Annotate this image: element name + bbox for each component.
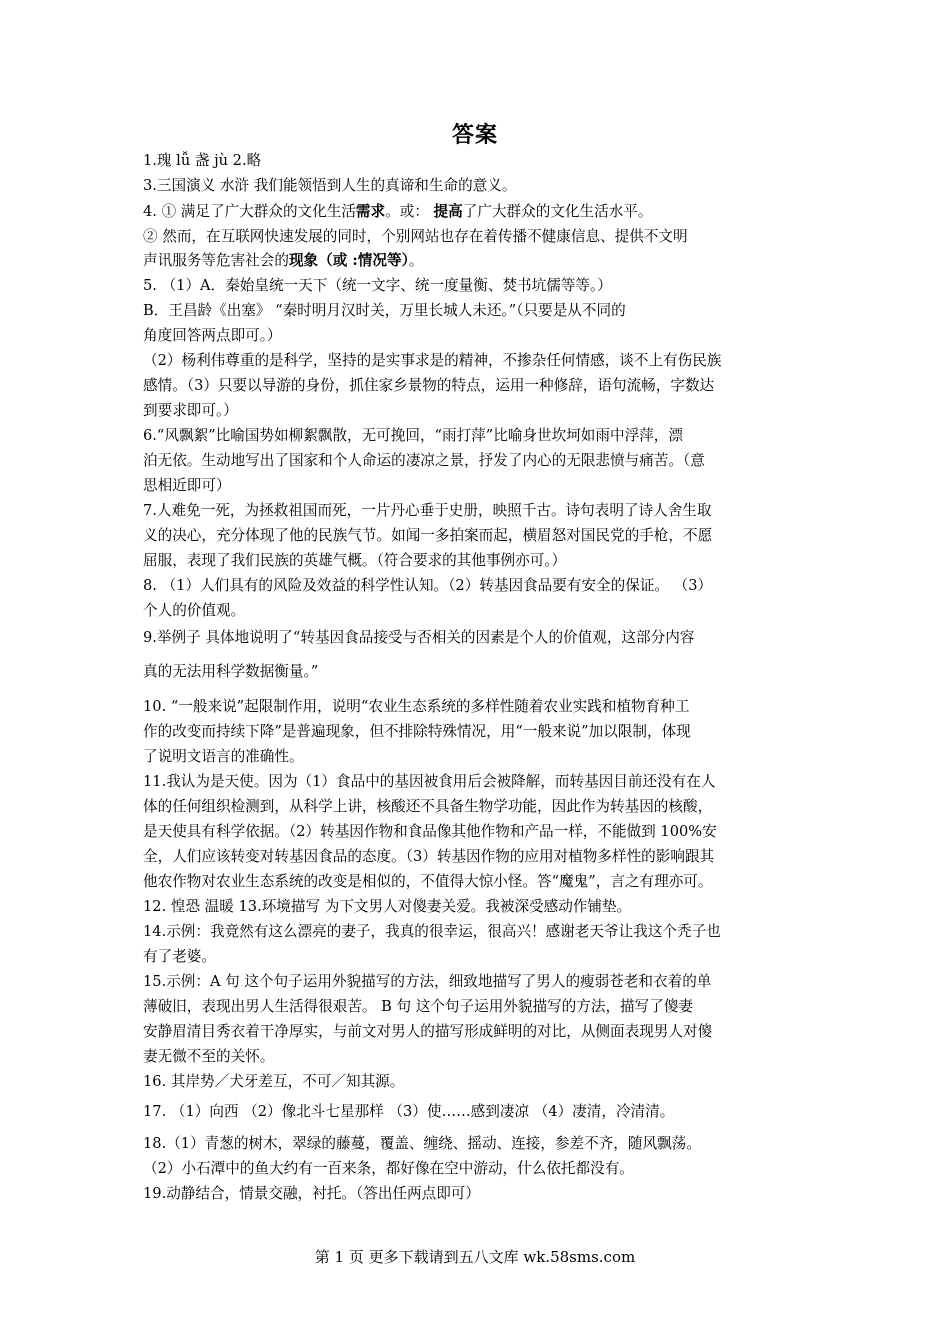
answer-line: 屈服，表现了我们民族的英雄气概。（符合要求的其他事例亦可。） xyxy=(143,552,567,569)
page-title: 答案 xyxy=(451,122,498,148)
answer-line: 17. （1）向西 （2）像北斗七星那样 （3）使……感到凄凉 （4）凄清，冷清清。 xyxy=(143,1103,675,1120)
answer-line: 了说明文语言的准确性。 xyxy=(143,748,304,765)
answer-line: 声讯服务等危害社会的现象（或 :情况等）。 xyxy=(143,252,424,269)
answer-line: 他农作物对农业生态系统的改变是相似的，不值得大惊小怪。答“魔鬼”，言之有理亦可。 xyxy=(143,873,713,890)
answer-line: B．王昌龄《出塞》 “秦时明月汉时关，万里长城人未还。”（只要是从不同的 xyxy=(143,302,626,319)
answer-line: 7.人难免一死，为拯救祖国而死，一片丹心垂于史册，映照千古。诗句表明了诗人舍生取 xyxy=(143,502,712,519)
answer-line: 泊无依。生动地写出了国家和个人命运的凄凉之景，抒发了内心的无限悲愤与痛苦。（意 xyxy=(143,452,705,469)
answer-line: 11.我认为是天使。因为（1）食品中的基因被食用后会被降解，而转基因目前还没有在人 xyxy=(143,773,716,790)
page-footer: 第 1 页 更多下载请到五八文库 wk.58sms.com xyxy=(314,1248,636,1266)
answer-line: 到要求即可。） xyxy=(143,402,238,419)
answer-line: 思相近即可） xyxy=(143,477,231,494)
answer-line: 14.示例：我竟然有这么漂亮的妻子，我真的很幸运，很高兴！感谢老天爷让我这个秃子也 xyxy=(143,923,721,940)
answer-line: 5. （1）A．秦始皇统一天下（统一文字、统一度量衡、焚书坑儒等等。） xyxy=(143,277,612,294)
answer-line: ② 然而，在互联网快速发展的同时，个别网站也存在着传播不健康信息、提供不文明 xyxy=(143,228,688,245)
answer-line: 4. ① 满足了广大群众的文化生活需求。或： 提高了广大群众的文化生活水平。 xyxy=(143,203,653,220)
answer-line: 个人的价值观。 xyxy=(143,602,246,619)
answer-line: 15.示例：A 句 这个句子运用外貌描写的方法，细致地描写了男人的瘦弱苍老和衣着的单 xyxy=(143,973,712,990)
answer-line: 18.（1）青葱的树木，翠绿的藤蔓，覆盖、缠绕、摇动、连接，参差不齐，随风飘荡。 xyxy=(143,1135,701,1152)
answer-line: 19.动静结合，情景交融，衬托。（答出任两点即可） xyxy=(143,1185,480,1202)
answer-line: 安静眉清目秀衣着干净厚实，与前文对男人的描写形成鲜明的对比，从侧面表现男人对傻 xyxy=(143,1023,713,1040)
answer-line: 感情。（3）只要以导游的身份，抓住家乡景物的特点，运用一种修辞，语句流畅，字数达 xyxy=(143,377,715,394)
answer-line: 9.举例子 具体地说明了“转基因食品接受与否相关的因素是个人的价值观，这部分内容 xyxy=(143,629,695,646)
answer-line: 6.“风飘絮”比喻国势如柳絮飘散，无可挽回，“雨打萍”比喻身世坎坷如雨中浮萍，漂 xyxy=(143,427,683,444)
answer-line: 1.瑰 lǚ 盏 jù 2.略 xyxy=(143,152,262,169)
answer-line: 16. 其岸势／犬牙差互，不可／知其源。 xyxy=(143,1073,405,1090)
answer-line: 作的改变而持续下降”是普遍现象，但不排除特殊情况，用“一般来说”加以限制，体现 xyxy=(143,723,691,740)
answer-line: 体的任何组织检测到，从科学上讲，核酸还不具备生物学功能，因此作为转基因的核酸， xyxy=(143,798,713,815)
answer-line: 妻无微不至的关怀。 xyxy=(143,1048,275,1065)
answer-line: 10. “一般来说”起限制作用，说明“农业生态系统的多样性随着农业实践和植物育种工 xyxy=(143,698,690,715)
answer-line: （2）小石潭中的鱼大约有一百来条，都好像在空中游动，什么依托都没有。 xyxy=(143,1160,634,1177)
answer-line: 是天使具有科学依据。（2）转基因作物和食品像其他作物和产品一样，不能做到 100%安 xyxy=(143,823,717,840)
answer-line: 有了老婆。 xyxy=(143,948,216,965)
answer-line: 义的决心，充分体现了他的民族气节。如闻一多拍案而起，横眉怒对国民党的手枪，不愿 xyxy=(143,527,713,544)
answer-line: 12. 惶恐 温暖 13.环境描写 为下文男人对傻妻关爱。我被深受感动作铺垫。 xyxy=(143,898,632,915)
answer-line: 全，人们应该转变对转基因食品的态度。（3）转基因作物的应用对植物多样性的影响跟其 xyxy=(143,848,715,865)
answer-line: 薄破旧，表现出男人生活得很艰苦。 B 句 这个句子运用外貌描写的方法，描写了傻妻 xyxy=(143,998,694,1015)
answer-line: （2）杨利伟尊重的是科学，坚持的是实事求是的精神，不掺杂任何情感，谈不上有伤民族 xyxy=(143,352,722,369)
answer-line: 角度回答两点即可。） xyxy=(143,327,282,344)
answer-line: 真的无法用科学数据衡量。” xyxy=(143,663,319,680)
answer-line: 3.三国演义 水浒 我们能领悟到人生的真谛和生命的意义。 xyxy=(143,177,517,194)
answer-line: 8. （1）人们具有的风险及效益的科学性认知。（2）转基因食品要有安全的保证。 （3） xyxy=(143,577,713,594)
